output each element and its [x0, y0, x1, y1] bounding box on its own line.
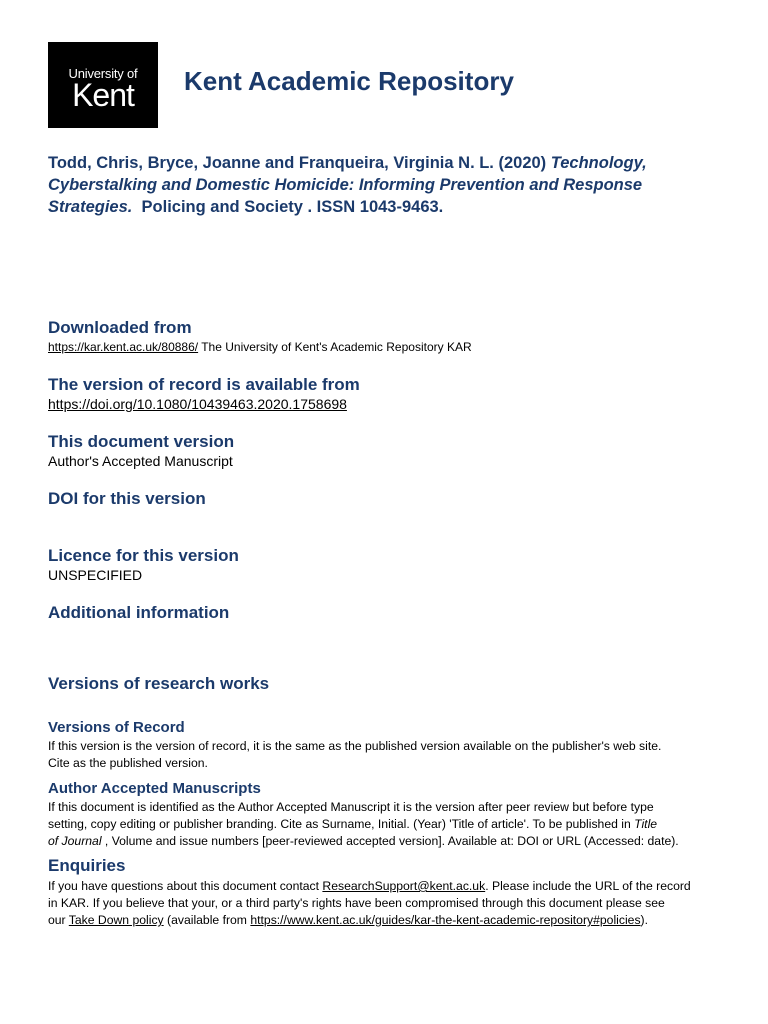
repository-title: Kent Academic Repository — [184, 66, 514, 96]
kar-description: The University of Kent's Academic Repository KAR — [201, 340, 472, 354]
doi-version-heading: DOI for this version — [48, 489, 206, 508]
version-of-record-heading: The version of record is available from — [48, 375, 360, 394]
document-version-value: Author's Accepted Manuscript — [48, 453, 233, 469]
enquiries-line-1a: If you have questions about this document contact — [48, 879, 320, 893]
versions-of-record-heading: Versions of Record — [48, 719, 185, 736]
aam-text-line-1: If this document is identified as the Author Accepted Manuscript it is the version after peer review but before type — [48, 800, 654, 814]
aam-text-line-3: , Volume and issue numbers [peer-reviewed accepted version]. Available at: DOI or URL (Accessed: date). — [104, 834, 679, 848]
versions-heading: Versions of research works — [48, 674, 270, 693]
take-down-policy-link[interactable]: Take Down policy — [68, 913, 164, 927]
kar-record-link[interactable]: https://kar.kent.ac.uk/80886/ — [48, 340, 199, 354]
aam-title-italic: Title — [634, 817, 658, 831]
aam-text — [48, 799, 738, 850]
record-text-line-2: Cite as the published version. — [48, 756, 208, 770]
document-version-heading: This document version — [48, 432, 235, 451]
doi-link[interactable]: https://doi.org/10.1080/10439463.2020.1758698 — [48, 396, 347, 412]
aam-heading: Author Accepted Manuscripts — [48, 780, 261, 797]
research-support-email-link[interactable]: ResearchSupport@kent.ac.uk — [322, 879, 486, 893]
citation-title: Technology, Cyberstalking and Domestic Homicide: Informing Prevention and Response Strategies. — [48, 154, 647, 216]
aam-journal-italic: of Journal — [48, 834, 102, 848]
logo-line-2: Kent — [72, 77, 134, 113]
record-text-line-1: If this version is the version of record, it is the same as the published version available on the publisher's web site. — [48, 739, 662, 753]
versions-of-record-text — [48, 738, 738, 772]
downloaded-from-line — [48, 340, 472, 354]
enquiries-line-3b: (available from — [167, 913, 247, 927]
additional-information-heading: Additional information — [48, 603, 230, 622]
citation-authors: Todd, Chris, Bryce, Joanne and Franqueira, Virginia N. L. (2020) — [48, 154, 547, 172]
enquiries-line-1b: . Please include the URL of the record — [485, 879, 691, 893]
citation — [48, 152, 728, 218]
downloaded-from-heading: Downloaded from — [48, 318, 192, 337]
enquiries-text — [48, 878, 738, 929]
policies-url-link[interactable]: https://www.kent.ac.uk/guides/kar-the-kent-academic-repository#policies — [250, 913, 641, 927]
enquiries-line-3a: our — [48, 913, 66, 927]
logo-line-1: University of — [68, 66, 138, 81]
citation-journal: Policing and Society . ISSN 1043-9463. — [141, 198, 444, 216]
aam-text-line-2: setting, copy editing or publisher branding. Cite as Surname, Initial. (Year) 'Title of article'. To be published in — [48, 817, 631, 831]
licence-heading: Licence for this version — [48, 546, 239, 565]
licence-value: UNSPECIFIED — [48, 567, 143, 583]
enquiries-heading: Enquiries — [48, 856, 126, 875]
enquiries-line-3c: ). — [640, 913, 648, 927]
enquiries-line-2: in KAR. If you believe that your, or a third party's rights have been compromised through this document please see — [48, 896, 665, 910]
university-of-kent-logo — [48, 42, 158, 128]
